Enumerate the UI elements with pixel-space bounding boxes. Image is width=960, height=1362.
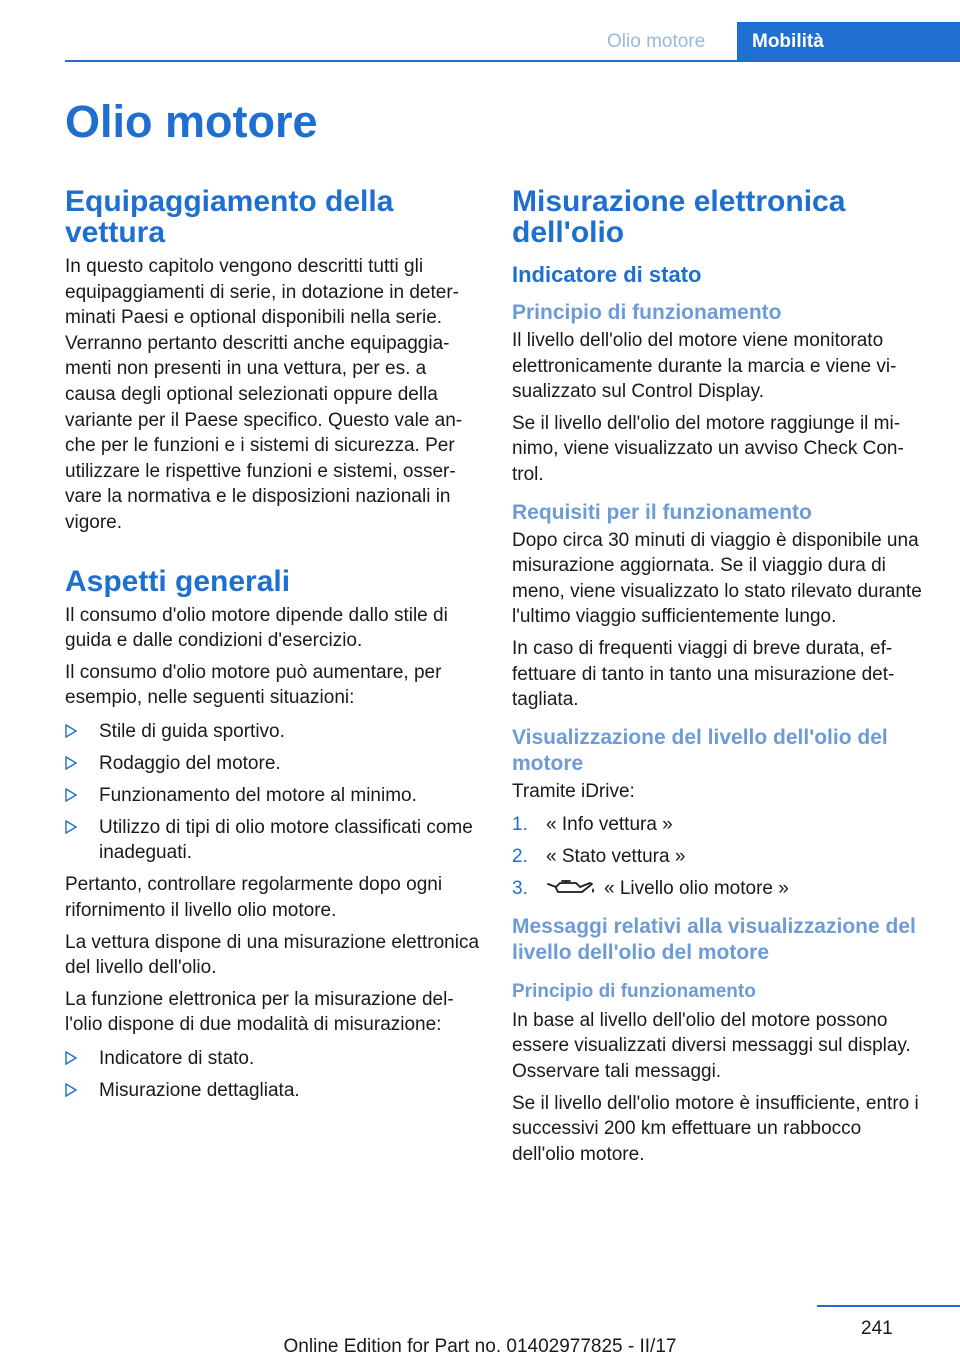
list-item-text: Indicatore di stato. — [99, 1048, 255, 1069]
list-item — [65, 783, 480, 809]
list-item-text: Utilizzo di tipi di olio motore classificati come inadeguati. — [99, 816, 473, 864]
list-item-text: Misurazione dettagliata. — [99, 1079, 300, 1101]
messages-paragraph-1: In base al livello dell'olio del motore possono essere visualizzati diversi messaggi sul display. Osservare tali messaggi. — [512, 1009, 911, 1083]
triangle-bullet-icon — [65, 820, 77, 834]
page-title: Olio motore — [65, 96, 318, 147]
messages-principle-heading: Principio di funzionamento — [512, 980, 756, 1002]
measurement-heading: Misurazione elettronica dell'olio — [512, 185, 846, 249]
principle-paragraph-2: Se il livello dell'olio del motore raggiunge il minimo, viene visualizzato un avviso Check Control. — [512, 412, 904, 485]
triangle-bullet-icon — [65, 724, 77, 738]
equipment-heading: Equipaggiamento della vettura — [65, 185, 394, 249]
list-item-text: Stile di guida sportivo. — [99, 720, 285, 742]
principle-paragraph-1: Il livello dell'olio del motore viene monitorato elettronicamente durante la marcia e viene visualizzato sul Control Display. — [512, 330, 897, 403]
triangle-bullet-icon — [65, 1083, 77, 1097]
header-chapter-tab: Mobilità — [737, 22, 960, 62]
edition-note: Online Edition for Part no. 01402977825 - II/17 — [283, 1336, 677, 1357]
step-number: 2. — [512, 846, 528, 868]
general-paragraph-3: Pertanto, controllare regolarmente dopo ogni rifornimento il livello olio motore. — [65, 874, 443, 922]
page-number: 241 — [861, 1318, 893, 1339]
list-item — [65, 719, 480, 745]
header-section-label: Olio motore — [607, 31, 706, 52]
general-paragraph-1: Il consumo d'olio motore dipende dallo stile di guida e dalle condizioni d'esercizio. — [65, 604, 448, 652]
list-item — [65, 1046, 480, 1072]
list-item-text: Rodaggio del motore. — [99, 752, 281, 774]
list-item — [512, 812, 927, 838]
right-column — [512, 186, 927, 1173]
list-item — [65, 751, 480, 777]
list-item — [512, 844, 927, 870]
equipment-text: In questo capitolo vengono descritti tutti gli equipaggiamenti di serie, in dotazione in determinati Paesi e optional disponibili nella serie. Verranno pertanto descritti anche equipaggiamenti non presenti in una vettura, per es. a causa degli optional selezionati oppure della variante per il Paese specifico. Questo vale anche per le funzioni e i sistemi di sicurezza. Per utilizzare le rispettive funzioni e sistemi, osservare la normativa e le disposizioni nazionali in vigore. — [65, 256, 463, 533]
modes-list — [65, 1046, 480, 1104]
display-intro: Tramite iDrive: — [512, 780, 635, 802]
triangle-bullet-icon — [65, 788, 77, 802]
general-paragraph-2: Il consumo d'olio motore può aumentare, per esempio, nelle seguenti situazioni: — [65, 661, 442, 709]
step-number: 1. — [512, 814, 528, 836]
status-indicator-heading: Indicatore di stato — [512, 262, 702, 287]
footer-rule — [817, 1305, 960, 1307]
list-item — [65, 815, 480, 866]
display-heading: Visualizzazione del livello dell'olio del motore — [512, 725, 888, 775]
list-item-text: Funzionamento del motore al minimo. — [99, 784, 417, 806]
left-column — [65, 186, 480, 1110]
situations-list — [65, 719, 480, 866]
idrive-steps-list — [512, 812, 927, 902]
step-text: « Livello olio motore » — [604, 878, 789, 900]
requirements-heading: Requisiti per il funzionamento — [512, 500, 812, 524]
triangle-bullet-icon — [65, 1051, 77, 1065]
messages-heading: Messaggi relativi alla visualizzazione del livello dell'olio del motore — [512, 914, 916, 964]
general-paragraph-5: La funzione elettronica per la misurazione dell'olio dispone di due modalità di misurazione: — [65, 988, 454, 1036]
general-paragraph-4: La vettura dispone di una misurazione elettronica del livello dell'olio. — [65, 931, 480, 979]
general-heading: Aspetti generali — [65, 564, 291, 598]
principle-heading: Principio di funzionamento — [512, 301, 782, 324]
step-number: 3. — [512, 878, 528, 900]
header-rule — [65, 60, 960, 62]
step-text: « Stato vettura » — [546, 846, 686, 868]
list-item — [65, 1078, 480, 1104]
triangle-bullet-icon — [65, 756, 77, 770]
step-text: « Info vettura » — [546, 814, 673, 836]
messages-paragraph-2: Se il livello dell'olio motore è insufficiente, entro i successivi 200 km effettuare un rabbocco dell'olio motore. — [512, 1092, 919, 1165]
requirements-paragraph-2: In caso di frequenti viaggi di breve durata, effettuare di tanto in tanto una misurazione dettagliata. — [512, 637, 895, 711]
requirements-paragraph-1: Dopo circa 30 minuti di viaggio è disponibile una misurazione aggiornata. Se il viaggio dura di meno, viene visualizzato lo stato rilevato durante l'ultimo viaggio sufficientemente lungo. — [512, 529, 922, 628]
list-item — [512, 876, 927, 902]
oil-can-icon — [546, 879, 596, 897]
